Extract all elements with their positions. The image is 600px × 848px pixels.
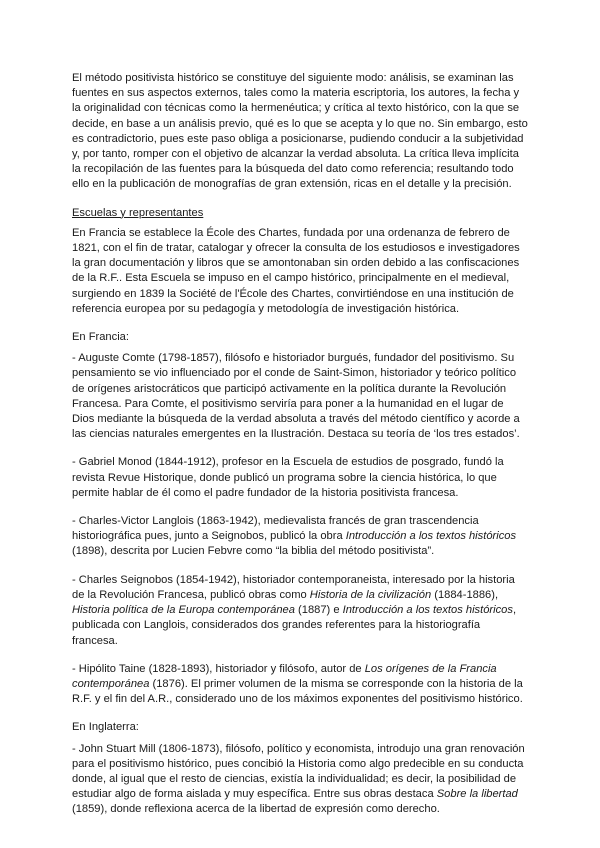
england-label: En Inglaterra: [72, 721, 139, 734]
mill-text: - John Stuart Mill (1806-1873), filósofo, político y economista, introdujo una gran renovación para el positivismo histórico, pues concibió la Historia como algo predecible en su conducta donde, al igual que el resto de ciencias, existía la individualidad; es decir, la posibilidad de estudiar algo de forma aislada y muy específica. Entre sus obras destaca [72, 742, 525, 801]
taine-paragraph [72, 662, 528, 708]
taine-text: - Hipólito Taine (1828-1893), historiador y filósofo, autor de [72, 662, 365, 675]
mill-paragraph [72, 742, 528, 818]
langlois-paragraph [72, 514, 528, 560]
seignobos-work-title-3: Introducción a los textos históricos [342, 604, 513, 617]
ecole-des-chartes-paragraph: En Francia se establece la École des Chartes, fundada por una ordenanza de febrero de 1821, con el fin de tratar, catalogar y ofrecer la consulta de los estudiosos e investigadores la gran documentación y libros que se amontonaban sin orden debido a las confiscaciones de la R.F.. Esta Escuela se impuso en el campo histórico, principalmente en el medieval, surgiendo en 1839 la Société de l'École des Chartes, convirtiéndose en una institución de referencia europea por su pedagogía y metodología de investigación histórica. [72, 226, 520, 315]
intro-paragraph: El método positivista histórico se constituye del siguiente modo: análisis, se examinan las fuentes en sus aspectos externos, tales como la materia escriptoria, los autores, la fecha y la originalidad con técnicas como la hermenéutica; y crítica al texto histórico, con la que se decide, en base a un análisis previo, qué es lo que se acepta y lo que no. Sin embargo, esto es contradictorio, pues este paso obliga a posicionarse, pudiendo conducir a la subjetividad y, por tanto, romper con el objetivo de alcanzar la verdad absoluta. La crítica lleva implícita la recopilación de las fuentes para la búsqueda del dato como referencia; resultando todo ello en la publicación de monografías de gran extensión, ricas en el detalle y la precisión. [72, 72, 528, 191]
seignobos-paragraph [72, 573, 528, 649]
seignobos-text-mid-1: (1884-1886), [431, 588, 499, 601]
taine-work-title: Los orígenes de la Francia contemporánea [72, 662, 497, 690]
langlois-text-end: (1898), descrita por Lucien Febvre como “la biblia del método positivista”. [72, 545, 435, 558]
langlois-work-title: Introducción a los textos históricos [345, 530, 517, 543]
seignobos-text-mid-2: (1887) e [294, 604, 343, 617]
langlois-text: - Charles-Victor Langlois (1863-1942), medievalista francés de gran trascendencia historiográfica pues, junto a Seignobos, publicó la obra [72, 515, 479, 543]
seignobos-text: - Charles Seignobos (1854-1942), historiador contemporaneista, interesado por la historia de la Revolución Francesa, publicó obras como [72, 573, 515, 601]
seignobos-work-title-2: Historia política de la Europa contemporánea [72, 604, 295, 617]
seignobos-work-title-1: Historia de la civilización [309, 588, 432, 601]
mill-work-title: Sobre la libertad [436, 788, 518, 801]
comte-paragraph: - Auguste Comte (1798-1857), filósofo e historiador burgués, fundador del positivismo. Su pensamiento se vio influenciado por el conde de Saint-Simon, historiador y teórico político de orígenes aristocráticos que participó activamente en la política durante la Revolución Francesa. Para Comte, el positivismo serviría para poner a la humanidad en el lugar de Dios mediante la búsqueda de la verdad absoluta a través del método científico y acorde a las ciencias naturales emergentes en la Ilustración. Destaca su teoría de ‘los tres estados’. [72, 352, 520, 441]
france-label: En Francia: [72, 331, 129, 344]
monod-paragraph: - Gabriel Monod (1844-1912), profesor en la Escuela de estudios de posgrado, fundó la revista Revue Historique, donde publicó un programa sobre la ciencia histórica, lo que permite hablar de él como el padre fundador de la historia positivista francesa. [72, 456, 504, 499]
section-heading-schools: Escuelas y representantes [72, 206, 204, 219]
taine-text-end: (1876). El primer volumen de la misma se corresponde con la historia de la R.F. y el fin del A.R., considerado uno de los máximos exponentes del positivismo histórico. [72, 677, 523, 706]
seignobos-text-end: , publicada con Langlois, considerados dos grandes referentes para la historiografía francesa. [72, 604, 517, 647]
mill-text-end: (1859), donde reflexiona acerca de la libertad de expresión como derecho. [72, 803, 440, 816]
